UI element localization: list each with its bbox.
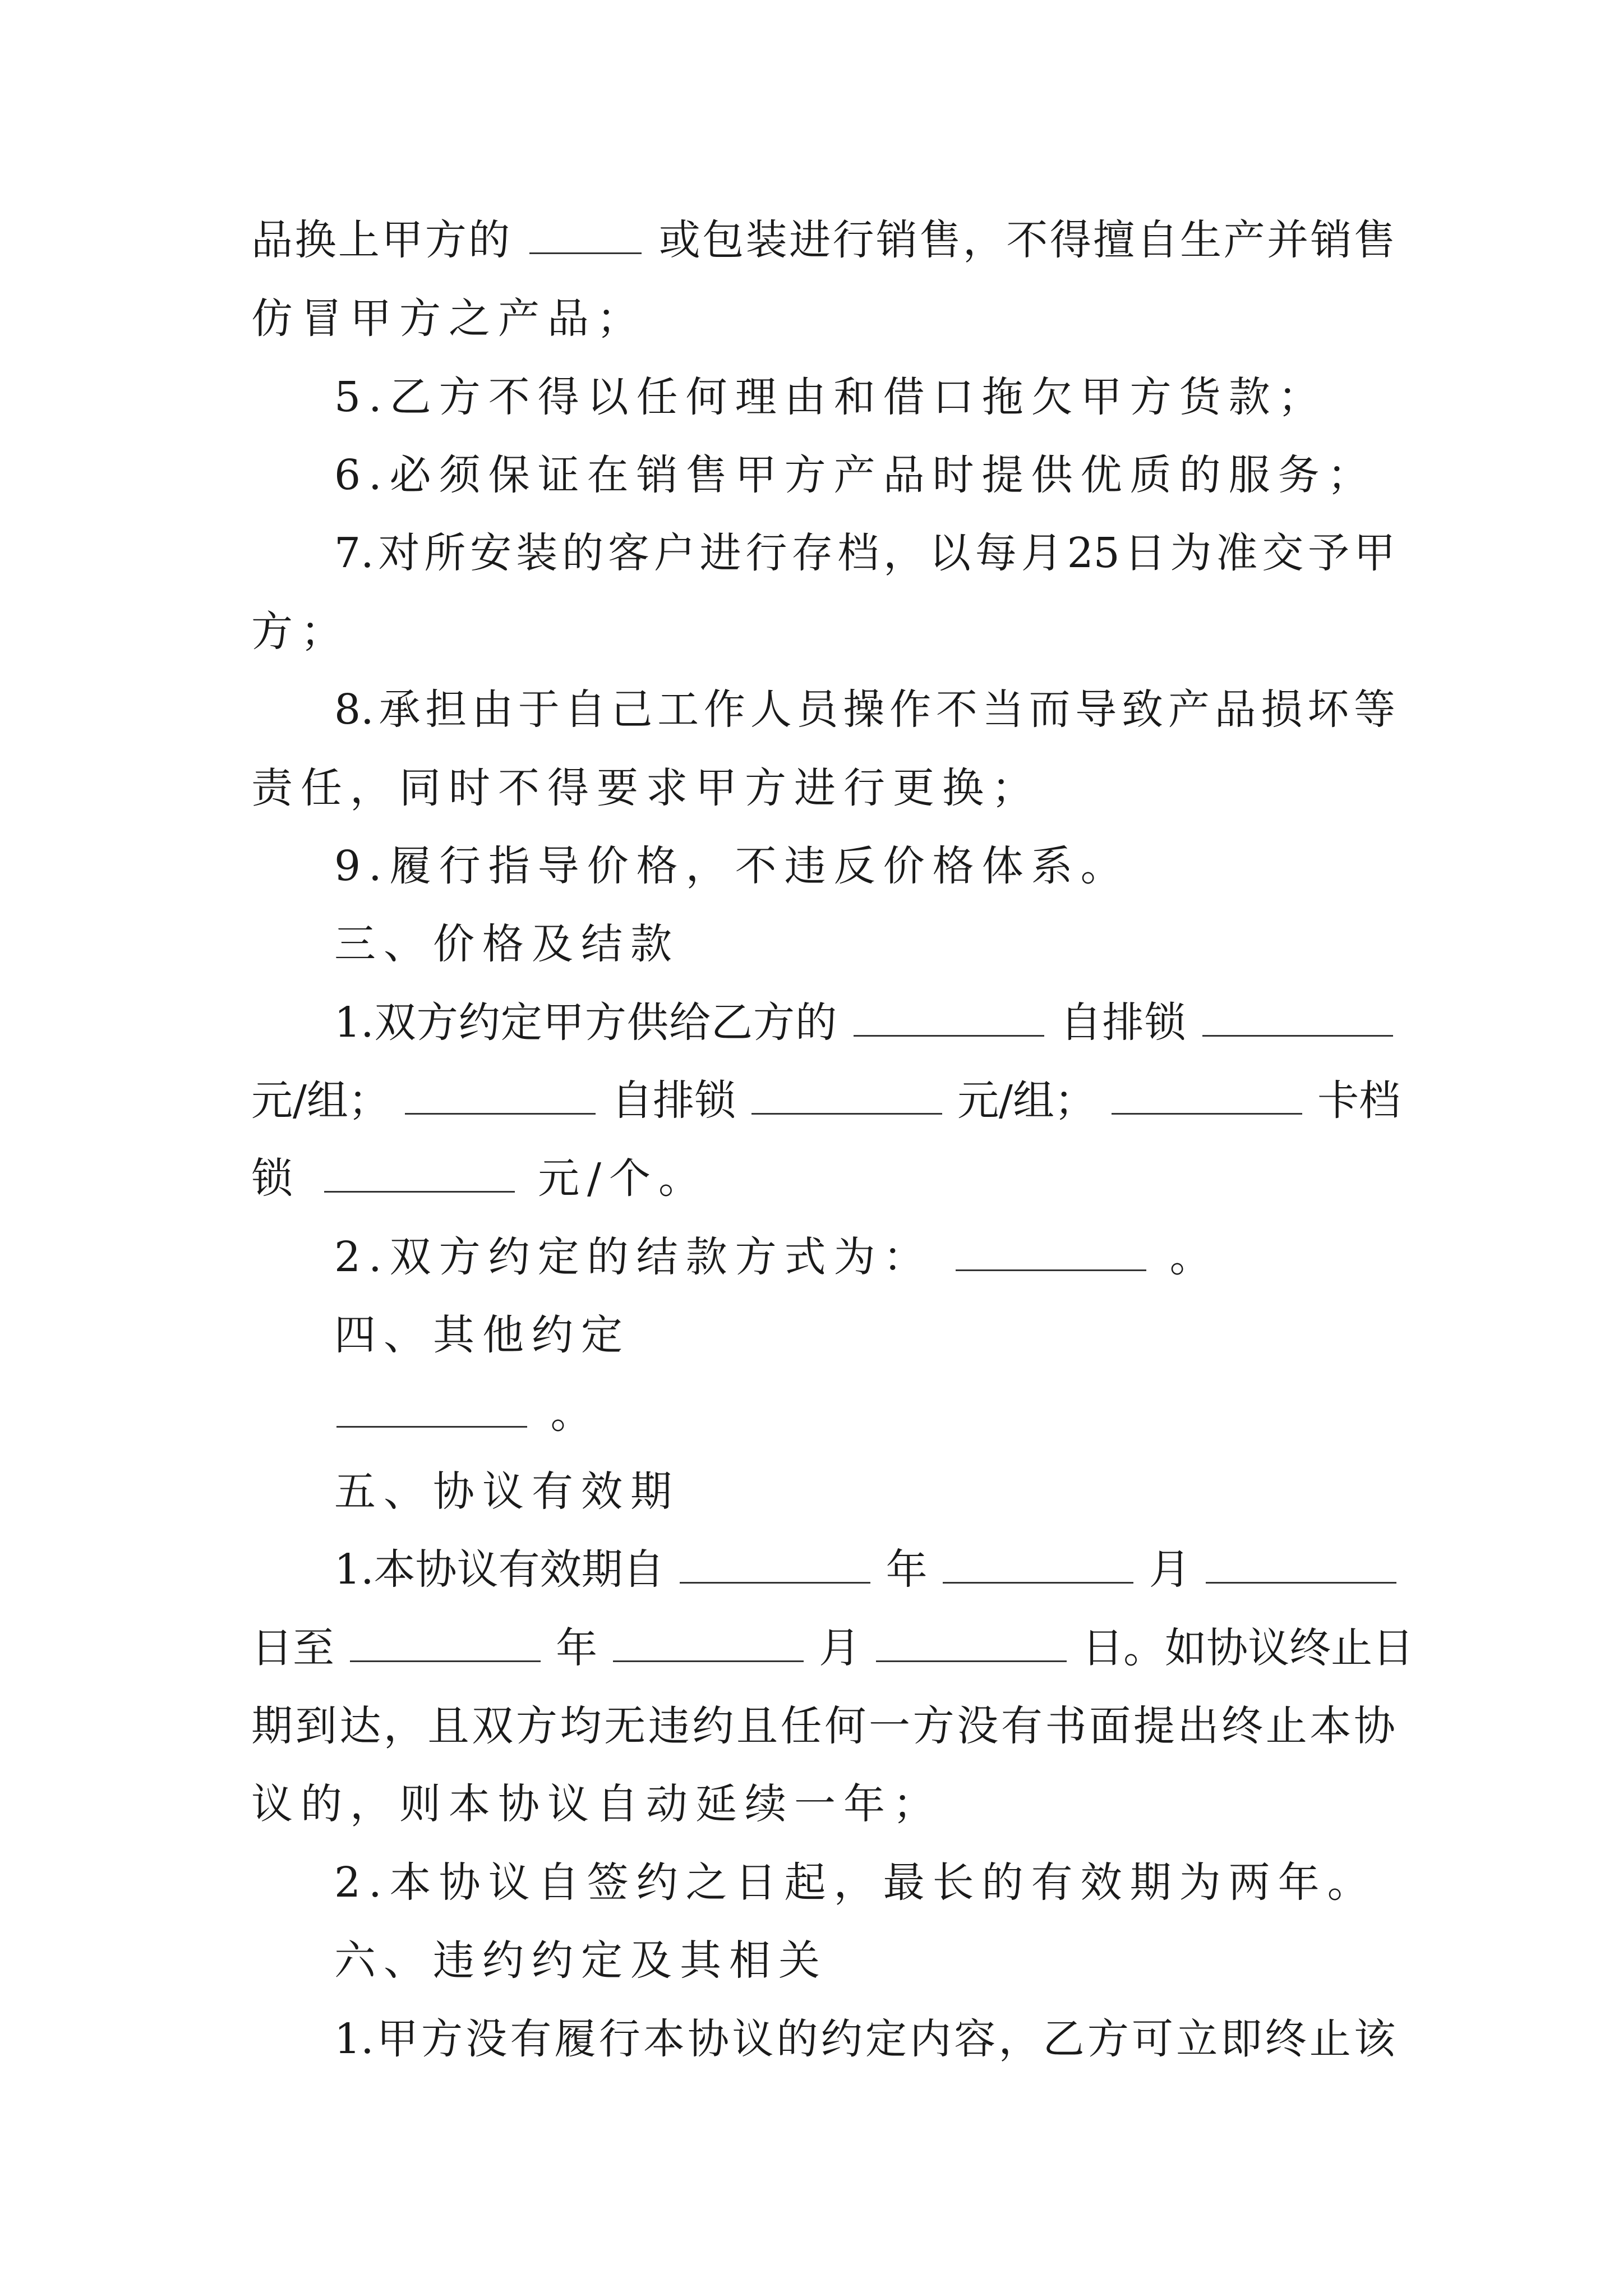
fill-blank — [405, 1079, 596, 1115]
text-line — [334, 682, 1395, 738]
text-segment: 自排锁 — [611, 1076, 736, 1125]
fill-blank — [854, 1001, 1044, 1037]
fill-blank — [876, 1627, 1067, 1662]
fill-blank — [1112, 1079, 1302, 1115]
text-line — [334, 1855, 1395, 1911]
text-segment: 元/组； — [251, 1076, 390, 1125]
text-segment: 或包装进行销售，不得擅自生产并销售 — [658, 216, 1395, 264]
text-segment: 6.必须保证在销售甲方产品时提供优质的服务； — [334, 451, 1377, 499]
text-segment: 自排锁 — [1060, 999, 1187, 1047]
text-segment: 元/个。 — [538, 1154, 708, 1203]
text-segment: 五、协议有效期 — [334, 1467, 680, 1516]
text-segment: 责任，同时不得要求甲方进行更换； — [251, 764, 1041, 812]
text-segment: 日至 — [251, 1624, 334, 1672]
fill-blank — [613, 1627, 804, 1662]
text-line — [251, 604, 1395, 660]
text-line — [334, 369, 1395, 425]
text-line — [251, 1776, 1395, 1832]
text-segment: 月 — [819, 1624, 861, 1672]
text-segment: 方； — [251, 608, 350, 656]
fill-blank — [1202, 1001, 1393, 1037]
fill-blank — [1206, 1548, 1396, 1584]
text-line — [251, 760, 1395, 816]
text-segment: 仿冒甲方之产品； — [251, 295, 646, 343]
text-segment: 日。如协议终止日 — [1082, 1624, 1414, 1672]
text-line — [251, 291, 1395, 347]
text-line — [334, 2011, 1395, 2067]
text-line — [334, 1542, 1395, 1598]
text-line — [251, 212, 1395, 268]
text-segment: 四、其他约定 — [334, 1311, 630, 1359]
text-segment: 5.乙方不得以任何理由和借口拖欠甲方货款； — [334, 373, 1327, 421]
section-heading — [334, 1307, 1395, 1363]
text-segment: 期到达，且双方均无违约且任何一方没有书面提出终止本协 — [251, 1702, 1395, 1750]
text-line — [334, 995, 1395, 1051]
text-line — [334, 1229, 1395, 1285]
text-line — [334, 447, 1395, 503]
section-heading — [334, 1464, 1395, 1520]
text-segment: 。 — [1169, 1233, 1219, 1281]
text-segment: 1.本协议有效期自 — [334, 1545, 665, 1594]
text-segment: 。 — [550, 1389, 600, 1438]
text-line — [251, 1151, 1395, 1207]
text-line — [334, 838, 1395, 894]
text-segment: 卡档 — [1317, 1076, 1401, 1125]
fill-blank — [336, 1392, 527, 1428]
fill-blank — [751, 1079, 942, 1115]
text-segment: 1.双方约定甲方供给乙方的 — [334, 999, 838, 1047]
fill-blank — [943, 1548, 1133, 1584]
fill-blank — [529, 219, 642, 254]
text-segment: 品换上甲方的 — [251, 216, 512, 264]
text-segment: 元/组； — [957, 1076, 1096, 1125]
text-segment: 年 — [886, 1545, 928, 1594]
text-segment: 2.本协议自签约之日起，最长的有效期为两年。 — [334, 1858, 1377, 1907]
text-segment: 9.履行指导价格，不违反价格体系。 — [334, 842, 1130, 890]
text-segment: 1.甲方没有履行本协议的约定内容，乙方可立即终止该 — [334, 2015, 1395, 2063]
fill-blank — [680, 1548, 870, 1584]
text-segment: 锁 — [251, 1154, 301, 1203]
text-segment: 议的，则本协议自动延续一年； — [251, 1780, 942, 1828]
text-segment: 7.对所安装的客户进行存档，以每月25日为准交予甲 — [334, 529, 1395, 577]
text-line — [334, 1386, 1395, 1442]
text-line — [334, 525, 1395, 581]
text-segment: 三、价格及结款 — [334, 920, 680, 968]
text-segment: 2.双方约定的结款方式为： — [334, 1233, 933, 1281]
text-segment: 月 — [1149, 1545, 1191, 1594]
text-line — [251, 1620, 1414, 1676]
text-segment: 8.承担由于自己工作人员操作不当而导致产品损坏等 — [334, 685, 1395, 734]
text-segment: 六、违约约定及其相关 — [334, 1936, 828, 1985]
text-line — [251, 1073, 1401, 1129]
section-heading — [334, 916, 1395, 972]
text-line — [251, 1698, 1395, 1754]
fill-blank — [956, 1236, 1146, 1271]
section-heading — [334, 1932, 1395, 1989]
fill-blank — [324, 1157, 515, 1193]
text-segment: 年 — [556, 1624, 598, 1672]
fill-blank — [350, 1627, 541, 1662]
